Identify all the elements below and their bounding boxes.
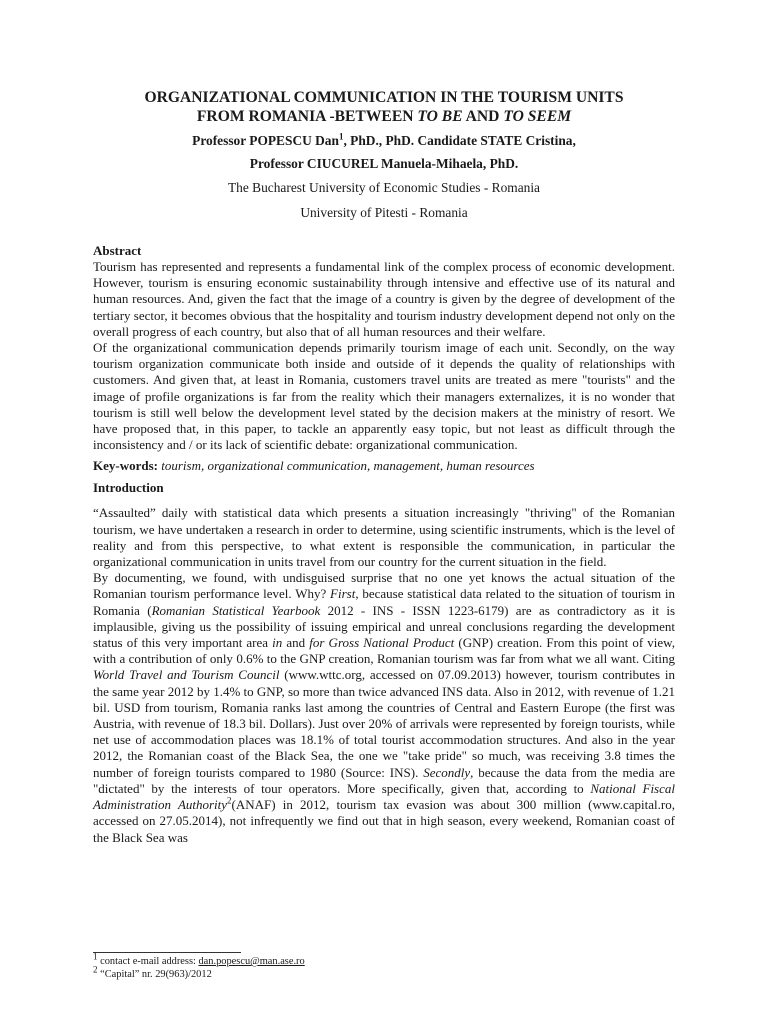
abstract-paragraph-2: Of the organizational communication depends primarily tourism image of each unit. Secondly, on the way tourism organization communicate both inside and outside of it depends the quality of relationships with customers. And given that, at least in Romania, customers travel units are treated as mere "tourists" and the image of profile organizations is far from the reality which their managers externalizes, it is no wonder that tourism is still well below the development level stated by the decision makers at the ministry of resort. We have proposed that, in this paper, to tackle an apparently easy topic, but not least as difficult through the inconsistency and / or its lack of scientific debate: organizational communication. xyxy=(93,340,675,453)
title-em-to-be: TO BE xyxy=(417,108,463,125)
paper-title xyxy=(93,88,675,126)
introduction-paragraph-2: By documenting, we found, with undisguised surprise that no one yet knows the actual situation of the Romanian tourism performance level. Why? First, because statistical data related to the situation of tourism in Romania (Romanian Statistical Yearbook 2012 - INS - ISSN 1223-6179) are as contradictory as it is implausible, giving us the possibility of issuing empirical and unreal conclusions regarding the development status of this very important area in and for Gross National Product (GNP) creation. From this point of view, with a contribution of only 0.6% to the GNP creation, Romanian tourism was far from what we all want. Citing World Travel and Tourism Council (www.wttc.org, accessed on 07.09.2013) however, tourism contributes in the same year 2012 by 1.4% to GNP, so more than twice advanced INS data. Also in 2012, with revenue of 1.21 bil. USD from tourism, Romania ranks last among the countries of Central and Eastern Europe (the first was Austria, with revenue of 18.3 bil. Dollars). Just over 20% of arrivals were represented by foreign tourists, while net use of accommodation places was 18.1% of total tourist accommodation structures. And also in the year 2012, the Romanian coast of the Black Sea, the one we "take pride" so much, was receiving 3.8 times the number of foreign tourists compared to 1980 (Source: INS). Secondly, because the data from the media are "dictated" by the interests of tour operators. More specifically, given that, according to National Fiscal Administration Authority$^2$(ANAF) in 2012, tourism tax evasion was about 300 million (www.capital.ro, accessed on 27.05.2014), not infrequently we find out that in high season, every weekend, Romanian coast of the Black Sea was xyxy=(93,570,676,845)
affiliation-1: The Bucharest University of Economic Studies - Romania xyxy=(227,180,540,195)
introduction-heading: Introduction xyxy=(93,480,164,496)
author-state: , PhD., PhD. Candidate STATE Cristina, xyxy=(343,133,576,148)
title-em-to-seem: TO SEEM xyxy=(503,108,572,125)
abstract-heading: Abstract xyxy=(93,243,142,258)
affiliation-2: University of Pitesti - Romania xyxy=(300,205,468,220)
keywords-list: tourism, organizational communication, management, human resources xyxy=(161,458,535,474)
footnote-ref-1: 1 xyxy=(338,131,344,142)
footnote-1: $^1$ contact e-mail address: dan.popescu@man.ase.ro xyxy=(93,951,305,967)
abstract-paragraph-1: Tourism has represented and represents a fundamental link of the complex process of economic development. However, tourism is ensuring economic sustainability through intensive and effective use of its natural and human resources. And, given the fact that the image of a country is given by the degree of development of the tertiary sector, it becomes obvious that the hospitality and tourism industry development depend not only on the overall progress of each country, but also that of all human resources and their welfare. xyxy=(93,259,675,339)
footnote-ref-2: 2 xyxy=(227,795,232,806)
authors-line-2: Professor CIUCUREL Manuela-Mihaela, PhD. xyxy=(249,156,519,171)
footnotes xyxy=(93,952,675,981)
title-line-2-mid: AND xyxy=(462,108,504,125)
keywords-line xyxy=(93,458,675,474)
paper-page xyxy=(93,88,675,846)
email-link[interactable]: dan.popescu@man.ase.ro xyxy=(198,956,305,967)
footnote-rule xyxy=(93,952,241,953)
title-line-1: ORGANIZATIONAL COMMUNICATION IN THE TOURISM UNITS xyxy=(144,89,624,106)
author-popescu: Professor POPESCU Dan xyxy=(192,133,339,148)
authors-line-1 xyxy=(93,132,675,149)
introduction-paragraph-1: “Assaulted” daily with statistical data which presents a situation increasingly "thriving" of the Romanian tourism, we have undertaken a research in order to determine, using scientific instruments, which is the level of reality and from this perspective, to what extent is responsible the communication, in particular the organizational communication in units travel from our country for the current situation in the field. xyxy=(93,505,675,570)
keywords-label: Key-words: xyxy=(93,458,158,474)
title-line-2-pre: FROM ROMANIA -BETWEEN xyxy=(196,108,418,125)
footnote-2: $^2$ “Capital” nr. 29(963)/2012 xyxy=(93,964,212,980)
